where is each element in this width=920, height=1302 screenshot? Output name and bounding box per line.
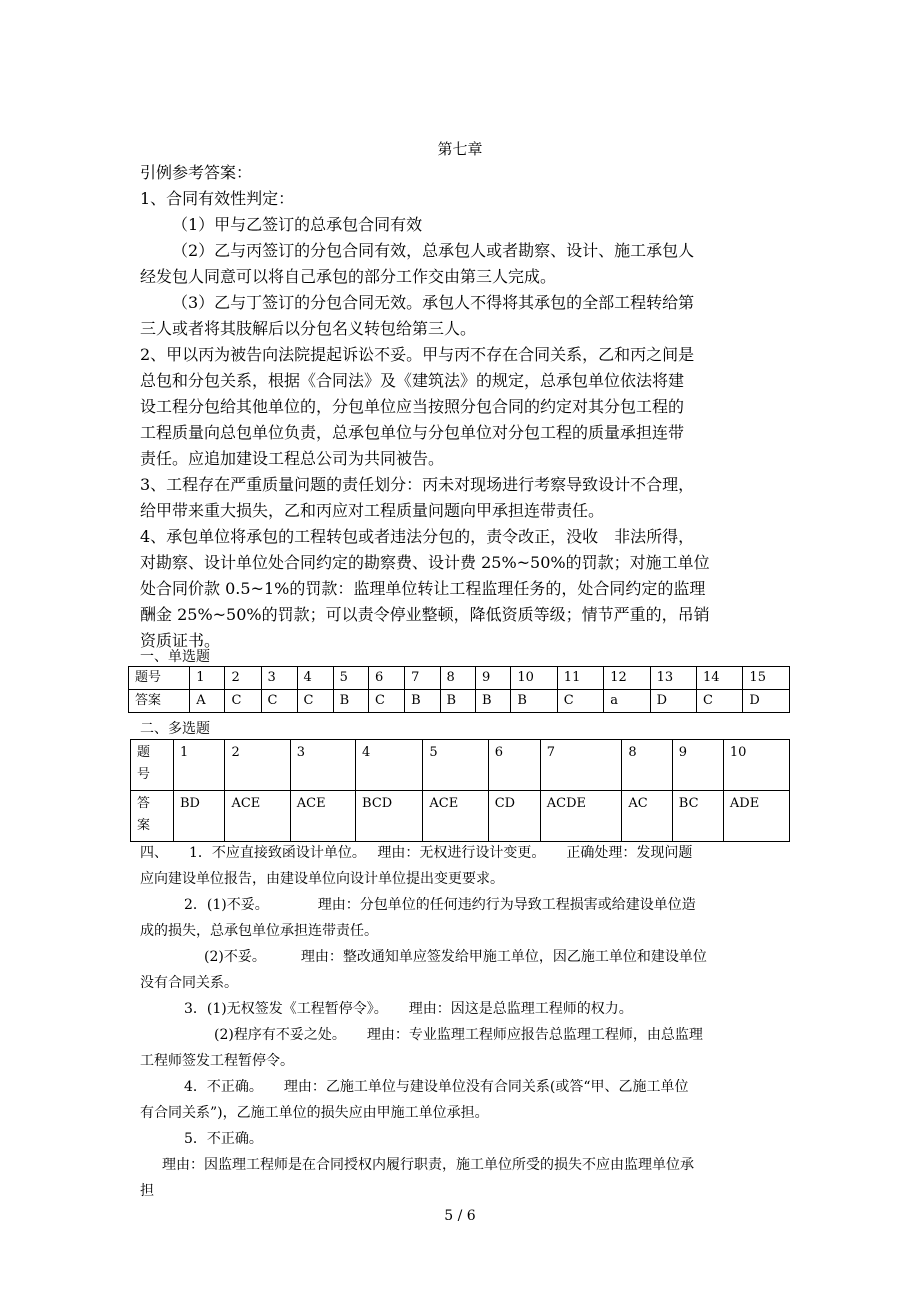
- section4-line: 4．不正确。 理由：乙施工单位与建设单位没有合同关系(或答“甲、乙施工单位: [184, 1079, 689, 1095]
- table-cell: 6: [369, 667, 405, 690]
- case-line: 对勘察、设计单位处合同约定的勘察费、设计费 25%~50%的罚款；对施工单位: [140, 553, 710, 572]
- case-line: 4、承包单位将承包的工程转包或者违法分包的，责令改正，没收 非法所得，: [140, 527, 695, 546]
- chapter-title: 第七章: [437, 140, 483, 158]
- page-number: 5 / 6: [444, 1208, 476, 1224]
- table-cell: CD: [488, 791, 540, 842]
- intro-label: 引例参考答案：: [140, 163, 253, 182]
- case-line: 1、合同有效性判定：: [140, 189, 295, 208]
- table-cell: C: [225, 690, 261, 713]
- table-cell: 8: [622, 740, 672, 791]
- multi-choice-table: [130, 739, 790, 842]
- table-cell: 6: [488, 740, 540, 791]
- row-header: 题 号: [131, 740, 174, 791]
- table-cell: BC: [672, 791, 723, 842]
- case-line: 给甲带来重大损失，乙和丙应对工程质量问题向甲承担连带责任。: [140, 501, 605, 520]
- table-row: [129, 667, 790, 690]
- table-row: [131, 791, 790, 842]
- section4-line: 应向建设单位报告，由建设单位向设计单位提出变更要求。: [140, 871, 504, 887]
- case-line: 工程质量向总包单位负责，总承包单位与分包单位对分包工程的质量承担连带: [140, 423, 685, 442]
- case-line: 三人或者将其肢解后以分包名义转包给第三人。: [140, 319, 477, 338]
- table-cell: 10: [723, 740, 789, 791]
- table-cell: C: [557, 690, 603, 713]
- table-cell: ACE: [225, 791, 290, 842]
- table-cell: 7: [405, 667, 440, 690]
- table-cell: 4: [297, 667, 333, 690]
- table-cell: B: [475, 690, 510, 713]
- table-row: [129, 690, 790, 713]
- table-cell: 5: [333, 667, 368, 690]
- row-header: 答 案: [131, 791, 174, 842]
- case-line: 酬金 25%~50%的罚款；可以责令停业整顿，降低资质等级；情节严重的，吊销: [140, 605, 710, 624]
- table-cell: 2: [225, 667, 261, 690]
- table-cell: C: [697, 690, 743, 713]
- table-cell: 3: [290, 740, 355, 791]
- table-cell: 1: [190, 667, 225, 690]
- table-cell: 13: [650, 667, 696, 690]
- case-line: 3、工程存在严重质量问题的责任划分：丙未对现场进行考察导致设计不合理，: [140, 475, 695, 494]
- section4-line: (2)程序有不妥之处。 理由：专业监理工程师应报告总监理工程师，由总监理: [214, 1027, 703, 1043]
- table-cell: 14: [697, 667, 743, 690]
- row-header: 题号: [129, 667, 190, 690]
- case-answers: [140, 160, 790, 654]
- table-cell: D: [743, 690, 790, 713]
- table-cell: A: [190, 690, 225, 713]
- case-line: 资质证书。: [140, 631, 221, 650]
- table-cell: ACE: [290, 791, 355, 842]
- section4-line: (2)不妥。 理由：整改通知单应签发给甲施工单位，因乙施工单位和建设单位: [204, 949, 707, 965]
- case-line: 处合同价款 0.5~1%的罚款：监理单位转让工程监理任务的，处合同约定的监理: [140, 579, 706, 598]
- table-cell: BD: [174, 791, 225, 842]
- table-row: [131, 740, 790, 791]
- table-cell: C: [369, 690, 405, 713]
- section4-line: 5．不正确。: [184, 1131, 263, 1147]
- table-cell: ACDE: [540, 791, 622, 842]
- table-cell: 5: [423, 740, 488, 791]
- section4-line: 没有合同关系。: [140, 975, 238, 991]
- section4-line: 四、 1．不应直接致函设计单位。 理由：无权进行设计变更。 正确处理：发现问题: [140, 845, 693, 861]
- table-cell: BCD: [356, 791, 423, 842]
- table-cell: AC: [622, 791, 672, 842]
- section4-line: 成的损失，总承包单位承担连带责任。: [140, 923, 378, 939]
- single-choice-table: [128, 666, 790, 713]
- table-cell: B: [405, 690, 440, 713]
- table-cell: 11: [557, 667, 603, 690]
- table-cell: a: [604, 690, 650, 713]
- case-line: （2）乙与丙签订的分包合同有效，总承包人或者勘察、设计、施工承包人: [172, 241, 695, 260]
- table-cell: B: [333, 690, 368, 713]
- table-cell: 3: [261, 667, 297, 690]
- case-line: 总包和分包关系，根据《合同法》及《建筑法》的规定，总承包单位依法将建: [140, 371, 685, 390]
- section4-line: 3．(1)无权签发《工程暂停令》。 理由：因这是总监理工程师的权力。: [184, 1001, 633, 1017]
- table-cell: B: [440, 690, 475, 713]
- section4-line: 工程师签发工程暂停令。: [140, 1053, 294, 1069]
- table-cell: 9: [672, 740, 723, 791]
- table-cell: C: [261, 690, 297, 713]
- table-cell: ACE: [423, 791, 488, 842]
- table-cell: 15: [743, 667, 790, 690]
- case-line: 责任。应追加建设工程总公司为共同被告。: [140, 449, 445, 468]
- section4-line: 2．(1)不妥。 理由：分包单位的任何违约行为导致工程损害或给建设单位造: [184, 897, 696, 913]
- case-line: （3）乙与丁签订的分包合同无效。承包人不得将其承包的全部工程转给第: [172, 293, 695, 312]
- single-choice-label: 一、单选题: [140, 649, 210, 665]
- table-cell: 10: [511, 667, 557, 690]
- case-line: 设工程分包给其他单位的，分包单位应当按照分包合同的约定对其分包工程的: [140, 397, 685, 416]
- table-cell: ADE: [723, 791, 789, 842]
- case-line: （1）甲与乙签订的总承包合同有效: [172, 215, 423, 234]
- case-line: 2、甲以丙为被告向法院提起诉讼不妥。甲与丙不存在合同关系，乙和丙之间是: [140, 345, 695, 364]
- table-cell: 12: [604, 667, 650, 690]
- table-cell: D: [650, 690, 696, 713]
- table-cell: 4: [356, 740, 423, 791]
- table-cell: B: [511, 690, 557, 713]
- case-line: 经发包人同意可以将自己承包的部分工作交由第三人完成。: [140, 267, 557, 286]
- section4-line: 有合同关系”)，乙施工单位的损失应由甲施工单位承担。: [140, 1105, 489, 1121]
- table-cell: 9: [475, 667, 510, 690]
- section-four: [140, 840, 790, 1204]
- section4-line: 担: [140, 1183, 154, 1199]
- multi-choice-label: 二、多选题: [140, 721, 210, 737]
- row-header: 答案: [129, 690, 190, 713]
- table-cell: 1: [174, 740, 225, 791]
- table-cell: 8: [440, 667, 475, 690]
- section4-line: 理由：因监理工程师是在合同授权内履行职责，施工单位所受的损失不应由监理单位承: [162, 1157, 694, 1173]
- table-cell: C: [297, 690, 333, 713]
- table-cell: 7: [540, 740, 622, 791]
- table-cell: 2: [225, 740, 290, 791]
